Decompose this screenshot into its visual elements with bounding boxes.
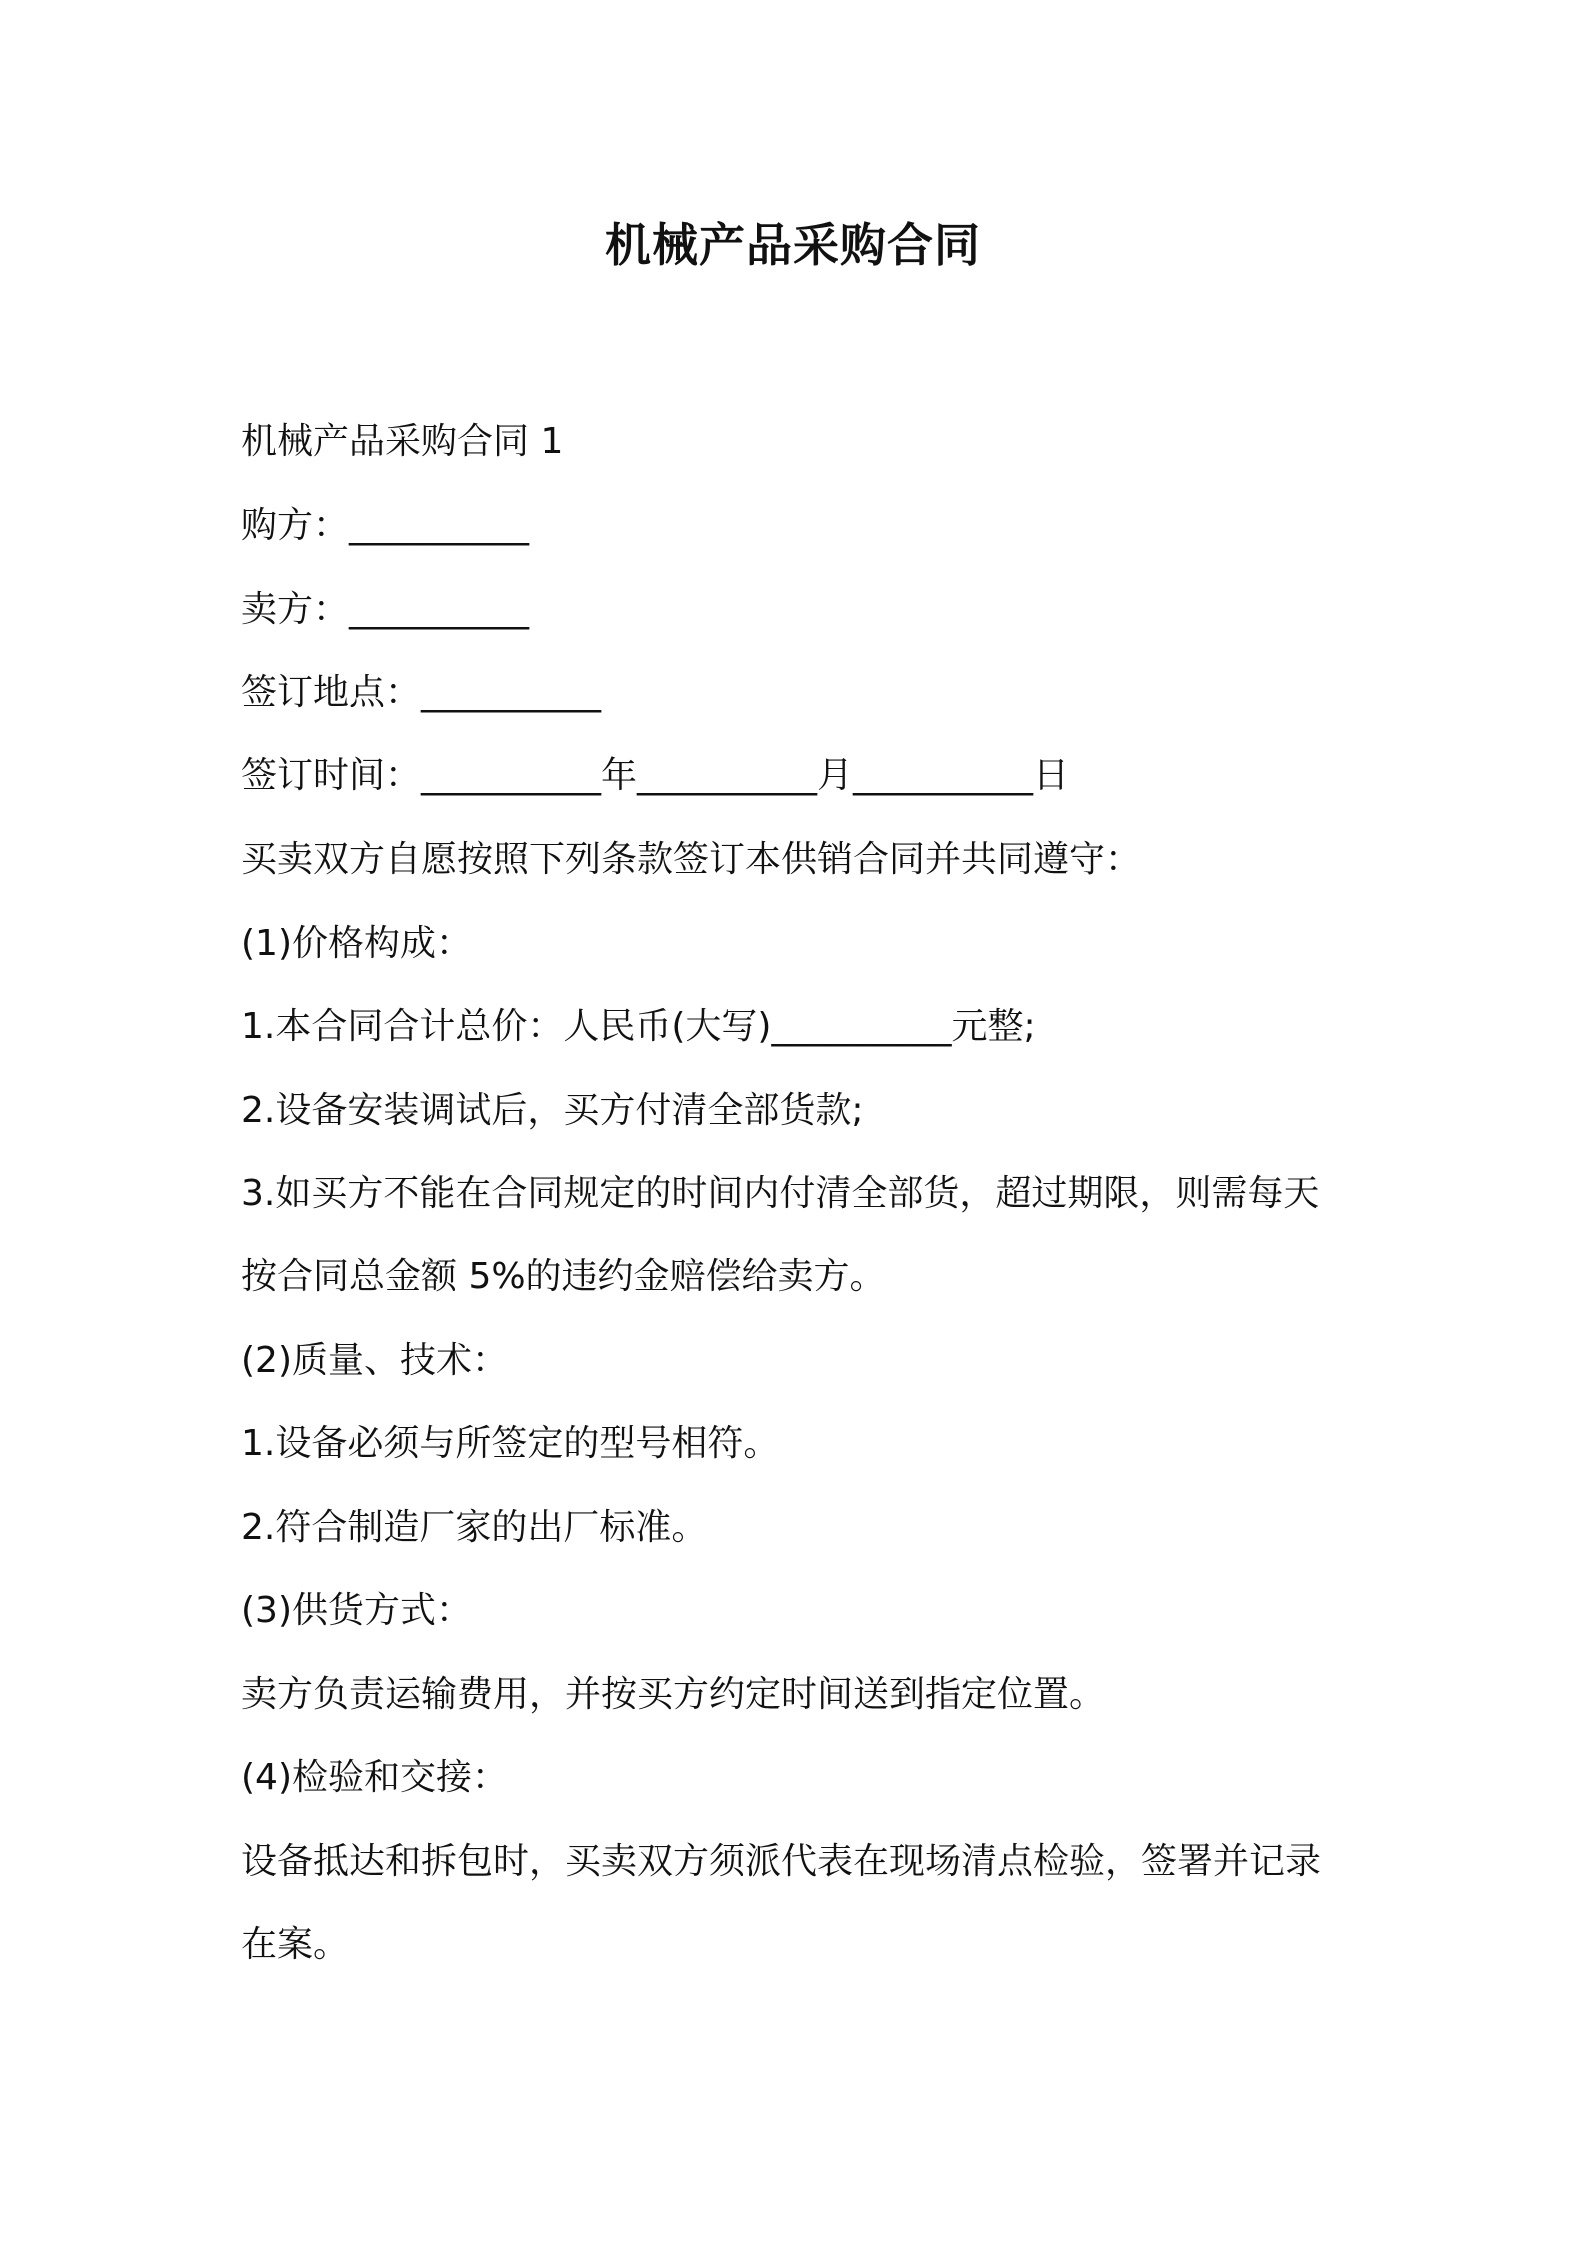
sign-time-line: 签订时间：__________年__________月__________日 — [241, 755, 1070, 796]
inspection-text-line-1: 设备抵达和拆包时，买卖双方须派代表在现场清点检验，签署并记录 — [241, 1841, 1322, 1882]
section-heading-price: (1)价格构成： — [241, 923, 472, 964]
price-item-1: 1.本合同合计总价：人民币(大写)__________元整; — [241, 1006, 1036, 1047]
inspection-text-line-2: 在案。 — [241, 1924, 350, 1965]
document-title: 机械产品采购合同 — [605, 218, 981, 272]
contract-subtitle: 机械产品采购合同 1 — [241, 421, 564, 462]
price-item-3-line-2: 按合同总金额 5%的违约金赔偿给卖方。 — [241, 1256, 886, 1297]
buyer-line: 购方：__________ — [241, 505, 530, 546]
price-item-3-line-1: 3.如买方不能在合同规定的时间内付清全部货，超过期限，则需每天 — [241, 1173, 1320, 1214]
sign-place-line: 签订地点：__________ — [241, 672, 602, 713]
price-item-2: 2.设备安装调试后，买方付清全部货款; — [241, 1090, 864, 1131]
supply-text: 卖方负责运输费用，并按买方约定时间送到指定位置。 — [241, 1674, 1106, 1715]
quality-item-2: 2.符合制造厂家的出厂标准。 — [241, 1507, 708, 1548]
seller-line: 卖方：__________ — [241, 589, 530, 630]
section-heading-inspection: (4)检验和交接： — [241, 1757, 508, 1798]
intro-paragraph: 买卖双方自愿按照下列条款签订本供销合同并共同遵守： — [241, 839, 1142, 880]
section-heading-supply: (3)供货方式： — [241, 1590, 472, 1631]
quality-item-1: 1.设备必须与所签定的型号相符。 — [241, 1423, 780, 1464]
section-heading-quality: (2)质量、技术： — [241, 1340, 508, 1381]
